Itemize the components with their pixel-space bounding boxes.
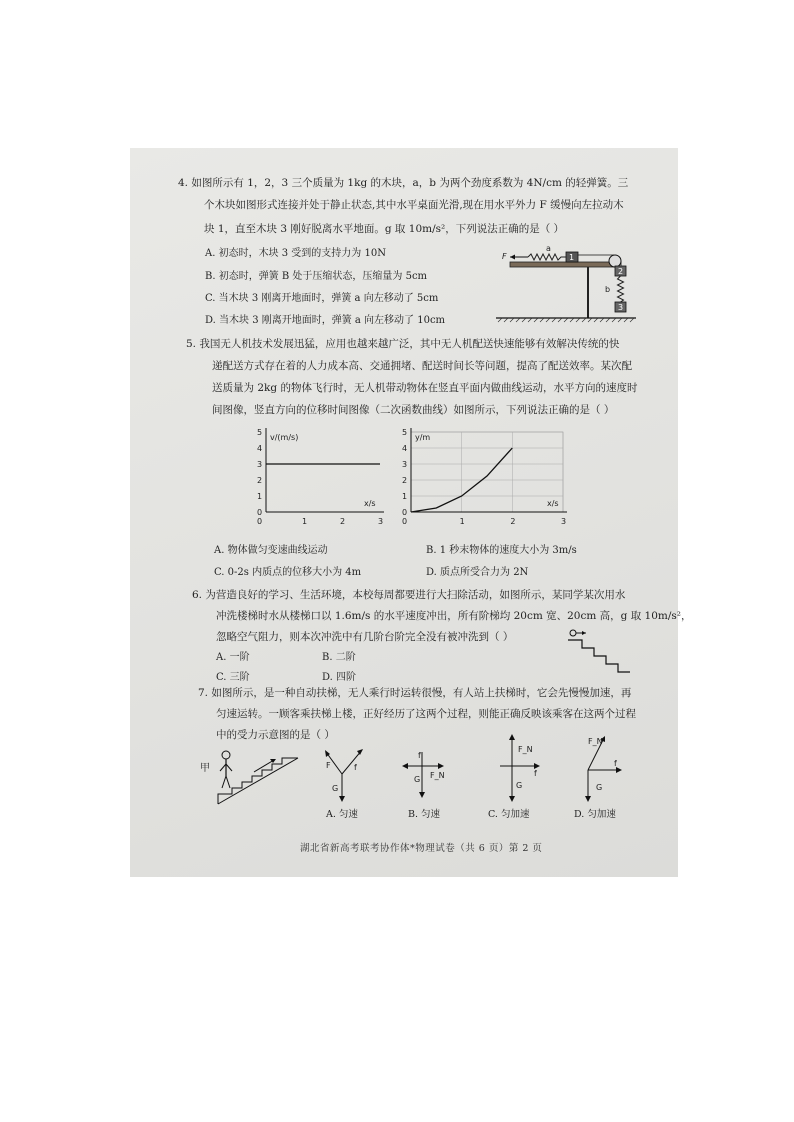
pulley bbox=[609, 255, 621, 267]
diagram-c-caption: C. 匀加速 bbox=[488, 809, 530, 820]
q5-line-1: 5. 我国无人机技术发展迅猛，应用也越来越广泛，其中无人机配送快速能够有效解决传统的快 bbox=[186, 338, 620, 350]
force-diagram-b bbox=[398, 744, 460, 804]
y-tick-label: 3 bbox=[402, 460, 408, 469]
q4-line-2: 个木块如图形式连接并处于静止状态,其中水平桌面光滑,现在用水平外力 F 缓慢向左拉动木 bbox=[204, 199, 624, 211]
force-label-b-2: F_N bbox=[430, 771, 445, 780]
block-3-label: 3 bbox=[618, 303, 624, 312]
y-tick-label: 5 bbox=[257, 428, 263, 437]
y-axis-label: v/(m/s) bbox=[270, 433, 299, 442]
force-diagram-d bbox=[572, 730, 632, 806]
force-label-d-1: f bbox=[614, 759, 617, 768]
y-axis-label: y/m bbox=[415, 433, 431, 442]
chart-velocity-time bbox=[250, 424, 390, 532]
y-tick-label: 2 bbox=[402, 476, 408, 485]
force-f-label: F bbox=[502, 252, 507, 261]
force-label-a-2: G bbox=[332, 784, 339, 793]
q4-option-d: D. 当木块 3 刚离开地面时，弹簧 a 向左移动了 10cm bbox=[205, 315, 446, 326]
force-label-a-0: F bbox=[326, 761, 331, 770]
q5-option-c: C. 0-2s 内质点的位移大小为 4m bbox=[214, 567, 362, 578]
x-tick-label: 1 bbox=[302, 517, 308, 526]
block-1-label: 1 bbox=[569, 253, 575, 262]
q5-option-b: B. 1 秒末物体的速度大小为 3m/s bbox=[426, 545, 577, 556]
hose-nozzle bbox=[570, 630, 576, 636]
page-footer: 湖北省新高考联考协作体*物理试卷（共 6 页）第 2 页 bbox=[300, 843, 543, 854]
force-label-b-0: f bbox=[418, 751, 421, 760]
q6-option-b: B. 二阶 bbox=[322, 652, 356, 663]
diagram-b-caption: B. 匀速 bbox=[408, 809, 441, 820]
diagram-a-caption: A. 匀速 bbox=[326, 809, 358, 820]
q7-line-3: 中的受力示意图的是（ ） bbox=[216, 729, 335, 741]
q6-option-c: C. 三阶 bbox=[216, 672, 250, 683]
spring-a bbox=[528, 254, 566, 260]
force-label-c-0: F_N bbox=[518, 745, 533, 754]
y-tick-label: 4 bbox=[257, 444, 263, 453]
force-label-a-1: f bbox=[354, 763, 357, 772]
force-label-b-1: G bbox=[414, 775, 421, 784]
q6-line-2: 冲洗楼梯时水从楼梯口以 1.6m/s 的水平速度冲出，所有阶梯均 20cm 宽、20cm 高，g 取 10m/s²， bbox=[216, 610, 692, 622]
q4-line-1: 4. 如图所示有 1，2，3 三个质量为 1kg 的木块，a，b 为两个劲度系数为 4N/cm 的轻弹簧。三 bbox=[178, 177, 629, 189]
force-diagram-c bbox=[494, 730, 550, 806]
y-tick-label: 0 bbox=[257, 508, 263, 517]
origin-label: 0 bbox=[257, 517, 263, 526]
person-head bbox=[222, 751, 230, 759]
chart-displacement-time bbox=[395, 424, 575, 532]
q7-line-2: 匀速运转。一顾客乘扶梯上楼，正好经历了这两个过程，则能正确反映该乘客在这两个过程 bbox=[216, 708, 636, 720]
q4-option-b: B. 初态时，弹簧 B 处于压缩状态，压缩量为 5cm bbox=[205, 271, 428, 282]
q6-option-d: D. 四阶 bbox=[322, 672, 357, 683]
q6-line-1: 6. 为营造良好的学习、生活环境，本校每周都要进行大扫除活动，如图所示，某同学某次用水 bbox=[192, 589, 626, 601]
q5-line-4: 间图像，竖直方向的位移时间图像（二次函数曲线）如图所示，下列说法正确的是（ ） bbox=[212, 404, 615, 416]
q6-stairs-diagram bbox=[560, 624, 632, 680]
grid-frame bbox=[411, 432, 563, 512]
x-tick-label: 3 bbox=[378, 517, 384, 526]
x-axis-label: x/s bbox=[364, 499, 376, 508]
q5-option-a: A. 物体做匀变速曲线运动 bbox=[214, 545, 328, 556]
table-top bbox=[510, 262, 618, 267]
q5-line-2: 递配送方式存在着的人力成本高、交通拥堵、配送时间长等问题，提高了配送效率。某次配 bbox=[212, 360, 632, 372]
q6-option-a: A. 一阶 bbox=[216, 652, 250, 663]
force-label-c-2: G bbox=[516, 781, 523, 790]
x-axis-label: x/s bbox=[547, 499, 559, 508]
q7-line-1: 7. 如图所示，是一种自动扶梯，无人乘行时运转很慢，有人站上扶梯时，它会先慢慢加速，再 bbox=[198, 687, 632, 699]
block-2-label: 2 bbox=[618, 267, 624, 276]
q5-option-d: D. 质点所受合力为 2N bbox=[426, 567, 529, 578]
escalator-rail bbox=[218, 758, 298, 804]
q4-option-a: A. 初态时，木块 3 受到的支持力为 10N bbox=[205, 248, 386, 259]
force-diagram-a bbox=[318, 744, 372, 804]
q5-line-3: 送质量为 2kg 的物体飞行时，无人机带动物体在竖直平面内做曲线运动，水平方向的速度时 bbox=[212, 382, 638, 394]
origin-label: 0 bbox=[402, 517, 408, 526]
x-tick-label: 2 bbox=[340, 517, 346, 526]
y-tick-label: 5 bbox=[402, 428, 408, 437]
diagram-d-caption: D. 匀加速 bbox=[574, 809, 616, 820]
y-tick-label: 3 bbox=[257, 460, 263, 469]
x-tick-label: 1 bbox=[459, 517, 465, 526]
force-label-c-1: f bbox=[534, 769, 537, 778]
y-tick-label: 0 bbox=[402, 508, 408, 517]
force-label-d-2: G bbox=[596, 783, 603, 792]
y-tick-label: 1 bbox=[402, 492, 408, 501]
spring-b bbox=[618, 276, 624, 302]
x-tick-label: 3 bbox=[561, 517, 567, 526]
q6-line-3: 忽略空气阻力，则本次冲洗中有几阶台阶完全没有被冲洗到（ ） bbox=[216, 631, 514, 643]
spring-a-label: a bbox=[546, 244, 551, 253]
spring-b-label: b bbox=[605, 285, 611, 294]
stairs bbox=[568, 640, 630, 672]
q4-line-3: 块 1，直至木块 3 刚好脱离水平地面。g 取 10m/s²，下列说法正确的是（ ） bbox=[204, 223, 565, 235]
y-tick-label: 4 bbox=[402, 444, 408, 453]
y-tick-label: 2 bbox=[257, 476, 263, 485]
q4-spring-block-diagram bbox=[490, 244, 640, 326]
x-tick-label: 2 bbox=[510, 517, 516, 526]
force-label-d-0: F_N bbox=[588, 737, 603, 746]
person-label: 甲 bbox=[200, 763, 210, 774]
y-tick-label: 1 bbox=[257, 492, 263, 501]
q4-option-c: C. 当木块 3 刚离开地面时，弹簧 a 向左移动了 5cm bbox=[205, 293, 439, 304]
q7-escalator-diagram bbox=[198, 742, 308, 810]
